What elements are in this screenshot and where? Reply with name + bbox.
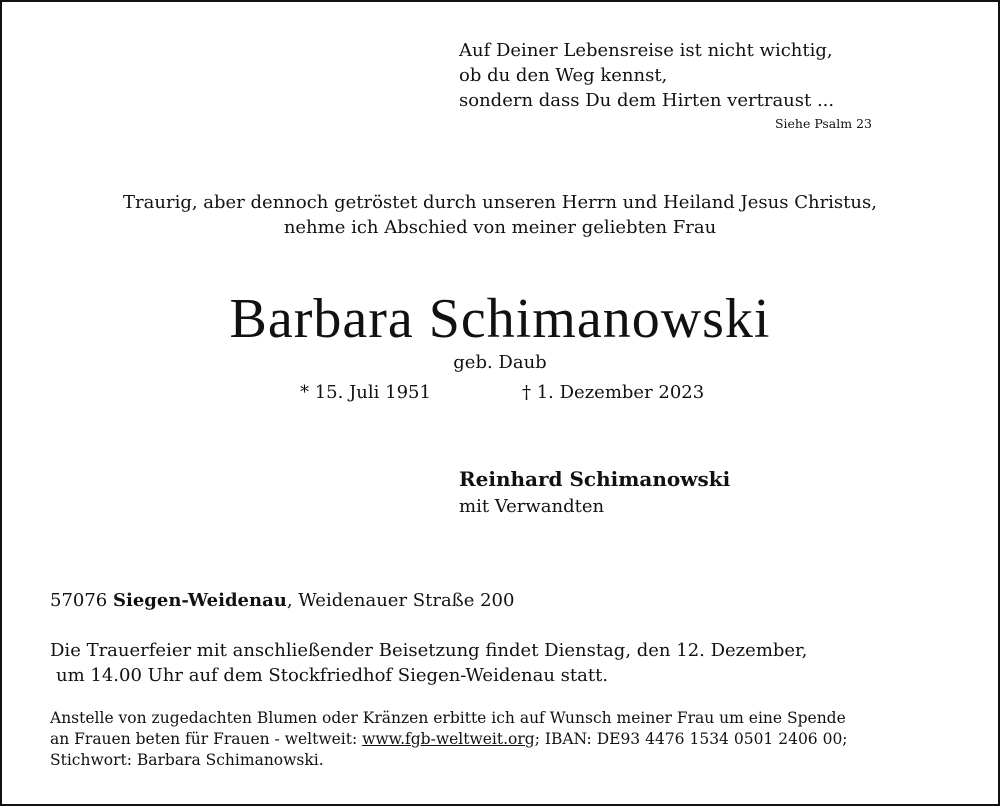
address xyxy=(50,590,514,611)
address-zip: 57076 xyxy=(50,590,108,611)
birth-name: geb. Daub xyxy=(453,352,547,373)
birth-date: * 15. Juli 1951 xyxy=(300,382,431,403)
address-street: , Weidenauer Straße 200 xyxy=(286,590,515,611)
intro-line: nehme ich Abschied von meiner geliebten Frau xyxy=(283,217,717,238)
intro-text xyxy=(2,190,998,240)
note-line xyxy=(50,729,848,750)
service-info xyxy=(50,638,807,688)
deceased-name: Barbara Schimanowski xyxy=(229,288,771,350)
mourner-relatives: mit Verwandten xyxy=(459,496,605,517)
quote-source: Siehe Psalm 23 xyxy=(774,116,872,131)
mourner-name: Reinhard Schimanowski xyxy=(459,467,731,491)
quote-block xyxy=(459,38,834,113)
service-line: um 14.00 Uhr auf dem Stockfriedhof Siegen-Weidenau statt. xyxy=(56,665,609,686)
service-line: Die Trauerfeier mit anschließender Beisetzung findet Dienstag, den 12. Dezember, xyxy=(50,640,808,661)
note-line: Stichwort: Barbara Schimanowski. xyxy=(50,751,324,769)
address-city: Siegen-Weidenau xyxy=(113,590,287,611)
death-date: † 1. Dezember 2023 xyxy=(522,382,705,403)
website-link[interactable]: www.fgb-weltweit.org xyxy=(362,730,535,748)
quote-line: sondern dass Du dem Hirten vertraust ... xyxy=(459,90,835,111)
quote-line: Auf Deiner Lebensreise ist nicht wichtig, xyxy=(459,40,833,61)
quote-line: ob du den Weg kennst, xyxy=(459,65,668,86)
note-text: an Frauen beten für Frauen - weltweit: xyxy=(50,730,363,748)
donation-note xyxy=(50,708,848,771)
note-text: ; IBAN: DE93 4476 1534 0501 2406 00; xyxy=(534,730,848,748)
intro-line: Traurig, aber dennoch getröstet durch unseren Herrn und Heiland Jesus Christus, xyxy=(123,192,877,213)
note-line: Anstelle von zugedachten Blumen oder Kränzen erbitte ich auf Wunsch meiner Frau um eine Spende xyxy=(50,709,846,727)
